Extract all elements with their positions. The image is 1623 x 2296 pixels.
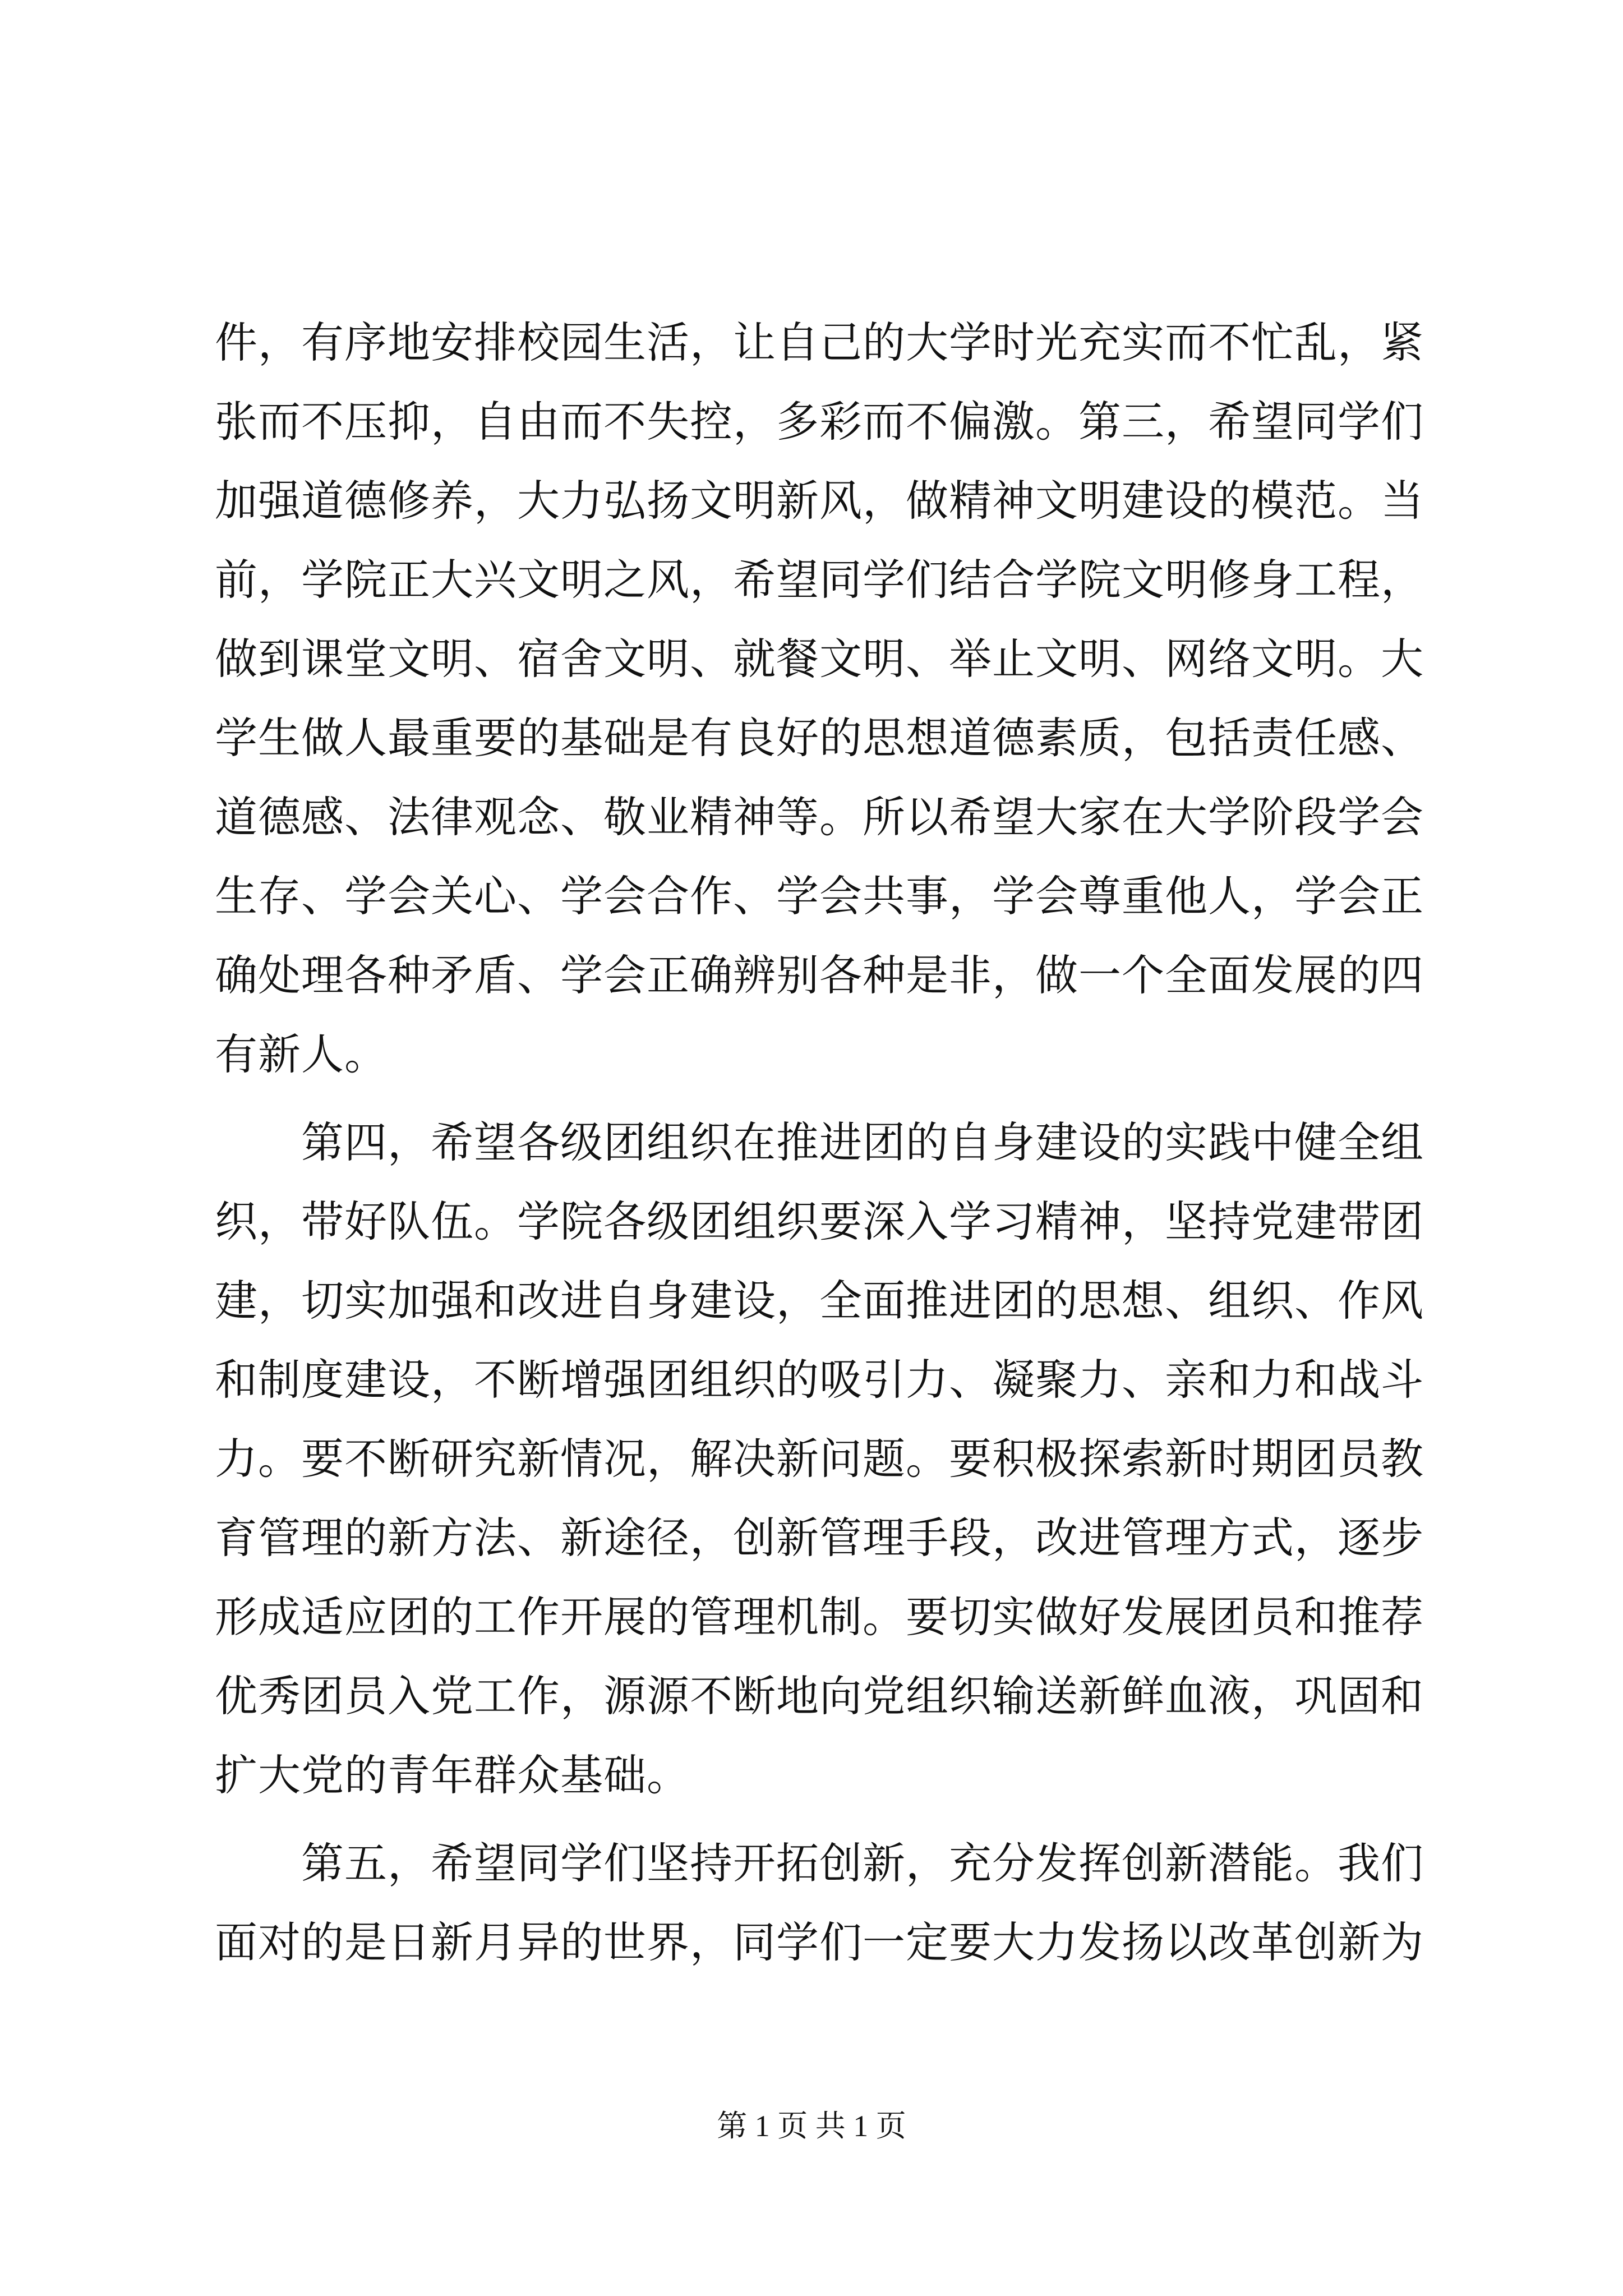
text-line: 确处理各种矛盾、学会正确辨别各种是非，做一个全面发展的四 — [215, 950, 1424, 1000]
document-body — [215, 303, 1424, 1982]
text-line: 张而不压抑，自由而不失控，多彩而不偏激。第三，希望同学们 — [215, 397, 1424, 447]
text-line: 育管理的新方法、新途径，创新管理手段，改进管理方式，逐步 — [215, 1513, 1424, 1563]
page-number-footer: 第 1 页 共 1 页 — [717, 2109, 906, 2143]
text-line: 扩大党的青年群众基础。 — [215, 1750, 690, 1800]
text-line: 面对的是日新月异的世界，同学们一定要大力发扬以改革创新为 — [215, 1917, 1424, 1967]
text-line: 做到课堂文明、宿舍文明、就餐文明、举止文明、网络文明。大 — [215, 634, 1424, 684]
text-line: 形成适应团的工作开展的管理机制。要切实做好发展团员和推荐 — [215, 1592, 1424, 1642]
text-line: 道德感、法律观念、敬业精神等。所以希望大家在大学阶段学会 — [215, 792, 1424, 842]
text-line: 件，有序地安排校园生活，让自己的大学时光充实而不忙乱，紧 — [215, 318, 1424, 367]
text-line: 有新人。 — [215, 1029, 388, 1079]
text-line: 优秀团员入党工作，源源不断地向党组织输送新鲜血液，巩固和 — [215, 1671, 1424, 1721]
text-line: 学生做人最重要的基础是有良好的思想道德素质，包括责任感、 — [215, 713, 1424, 763]
text-line: 和制度建设，不断增强团组织的吸引力、凝聚力、亲和力和战斗 — [215, 1355, 1424, 1405]
text-line: 生存、学会关心、学会合作、学会共事，学会尊重他人，学会正 — [215, 871, 1424, 921]
text-line: 力。要不断研究新情况，解决新问题。要积极探索新时期团员教 — [215, 1434, 1424, 1484]
paragraph-start-line: 第五，希望同学们坚持开拓创新，充分发挥创新潜能。我们 — [215, 1838, 1424, 1888]
text-line: 建，切实加强和改进自身建设，全面推进团的思想、组织、作风 — [215, 1276, 1424, 1326]
paragraph-start-line: 第四，希望各级团组织在推进团的自身建设的实践中健全组 — [215, 1117, 1424, 1167]
text-line: 加强道德修养，大力弘扬文明新风，做精神文明建设的模范。当 — [215, 476, 1424, 526]
text-line: 织，带好队伍。学院各级团组织要深入学习精神，坚持党建带团 — [215, 1197, 1424, 1246]
text-line: 前，学院正大兴文明之风，希望同学们结合学院文明修身工程， — [215, 555, 1424, 605]
